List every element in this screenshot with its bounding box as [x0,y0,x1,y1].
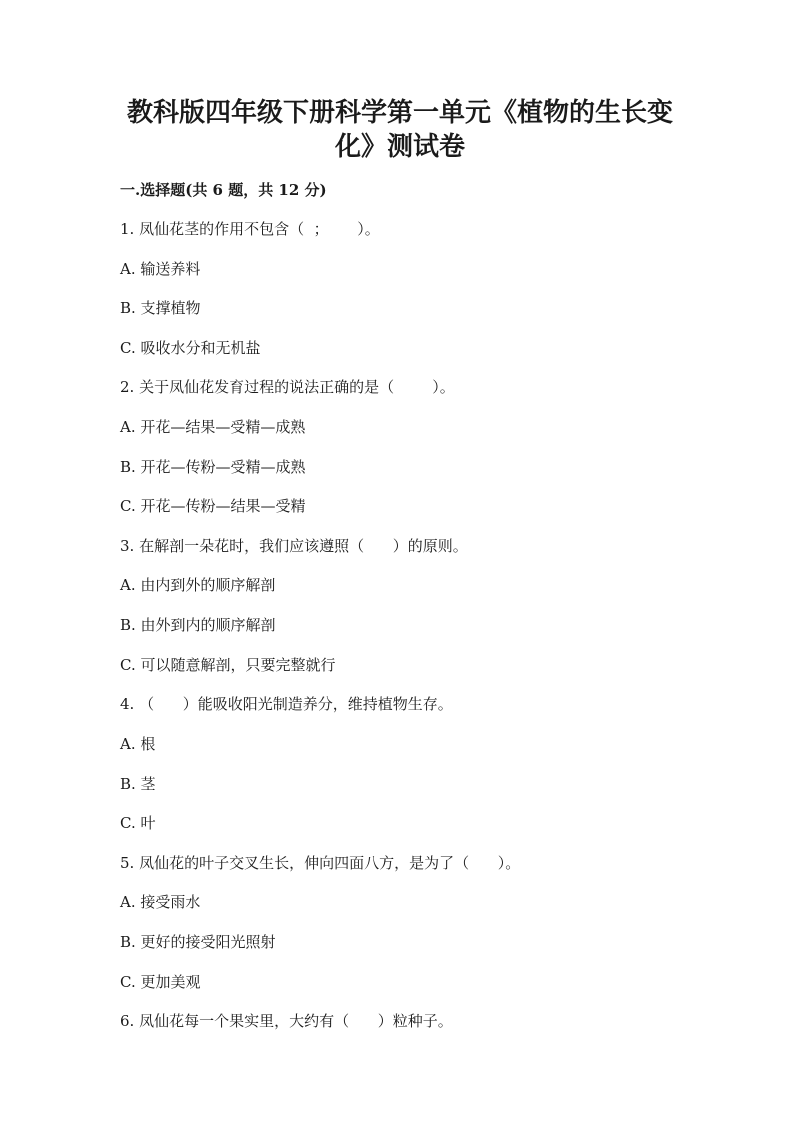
question-5-option-b: B. 更好的接受阳光照射 [120,933,276,951]
question-2-option-a: A. 开花—结果—受精—成熟 [120,418,306,436]
question-3-stem: 3. 在解剖一朵花时，我们应该遵照（ ）的原则。 [120,537,468,555]
question-6-stem: 6. 凤仙花每一个果实里，大约有（ ）粒种子。 [120,1012,453,1030]
question-3-option-b: B. 由外到内的顺序解剖 [120,616,276,634]
page-title-line-2: 化》测试卷 [334,132,465,162]
section-heading: 一.选择题(共 6 题，共 12 分) [120,181,327,199]
question-3-option-c: C. 可以随意解剖，只要完整就行 [120,656,336,674]
question-2-option-c: C. 开花—传粉—结果—受精 [120,497,306,515]
question-2-stem: 2. 关于凤仙花发育过程的说法正确的是（ ）。 [120,378,455,396]
question-5-option-a: A. 接受雨水 [120,893,201,911]
question-1-option-c: C. 吸收水分和无机盐 [120,339,261,357]
question-2-option-b: B. 开花—传粉—受精—成熟 [120,458,306,476]
question-5-option-c: C. 更加美观 [120,973,201,991]
question-3-option-a: A. 由内到外的顺序解剖 [120,576,276,594]
question-1-option-a: A. 输送养料 [120,260,201,278]
question-1-stem: 1. 凤仙花茎的作用不包含（ ； ）。 [120,220,380,238]
page-title-line-1: 教科版四年级下册科学第一单元《植物的生长变 [126,98,673,128]
question-1-option-b: B. 支撑植物 [120,299,201,317]
question-4-stem: 4. （ ）能吸收阳光制造养分，维持植物生存。 [120,695,453,713]
question-4-option-b: B. 茎 [120,775,156,793]
question-4-option-c: C. 叶 [120,814,156,832]
question-4-option-a: A. 根 [120,735,156,753]
question-5-stem: 5. 凤仙花的叶子交叉生长，伸向四面八方，是为了（ ）。 [120,854,521,872]
